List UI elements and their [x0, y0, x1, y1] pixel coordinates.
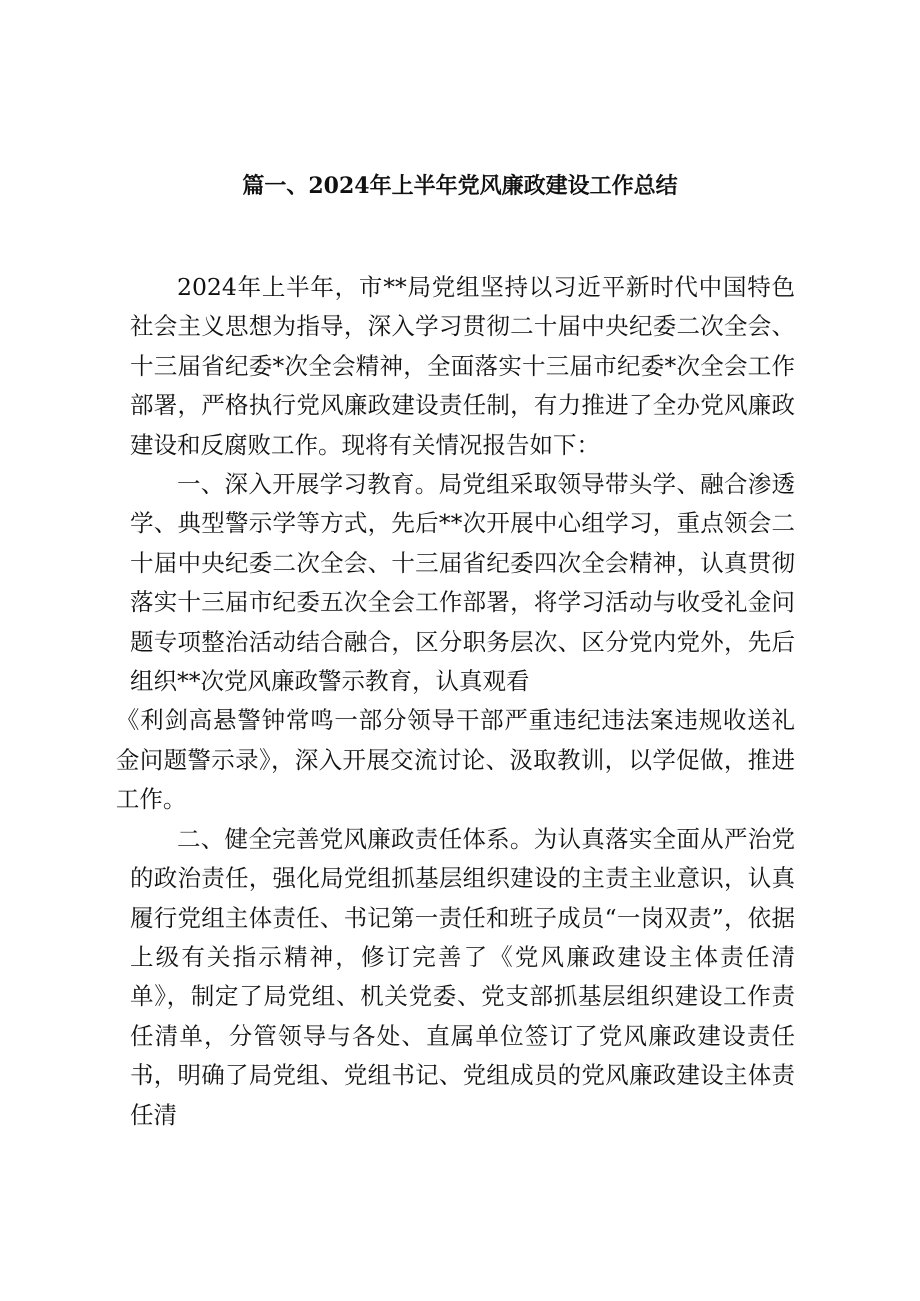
paragraph-responsibility-system: 二、健全完善党风廉政责任体系。为认真落实全面从严治党的政治责任，强化局党组抓基层组织建设的主责主业意识，认真履行党组主体责任、书记第一责任和班子成员“一岗双责”，依据上级有关指示精神，修订完善了《党风廉政建设主体责任清单》，制定了局党组、机关党委、党支部抓基层组织建设工作责任清单，分管领导与各处、直属单位签订了党风廉政建设责任书，明确了局党组、党组书记、党组成员的党风廉政建设主体责任清 — [130, 824, 795, 1129]
warning-record-text: 《利剑高悬警钟常鸣一部分领导干部严重违纪违法案违规收送礼金问题警示录》，深入开展交流讨论、汲取教训，以学促做，推进工作。 — [115, 706, 795, 814]
paragraph-study-education: 一、深入开展学习教育。局党组采取领导带头学、融合渗透学、典型警示学等方式，先后**次开展中心组学习，重点领会二十届中央纪委二次全会、十三届省纪委四次全会精神，认真贯彻落实十三届市纪委五次全会工作部署，将学习活动与收受礼金问题专项整治活动结合融合，区分职务层次、区分党内党外，先后组织**次党风廉政警示教育，认真观看 — [130, 470, 795, 696]
document-body — [115, 268, 795, 1135]
document-title: 篇一、2024年上半年党风廉政建设工作总结 — [242, 173, 678, 199]
paragraph-warning-record — [115, 701, 795, 819]
paragraph-intro: 2024年上半年，市**局党组坚持以习近平新时代中国特色社会主义思想为指导，深入学习贯彻二十届中央纪委二次全会、十三届省纪委*次全会精神，全面落实十三届市纪委*次全会工作部署，严格执行党风廉政建设责任制，有力推进了全办党风廉政建设和反腐败工作。现将有关情况报告如下： — [130, 273, 795, 459]
